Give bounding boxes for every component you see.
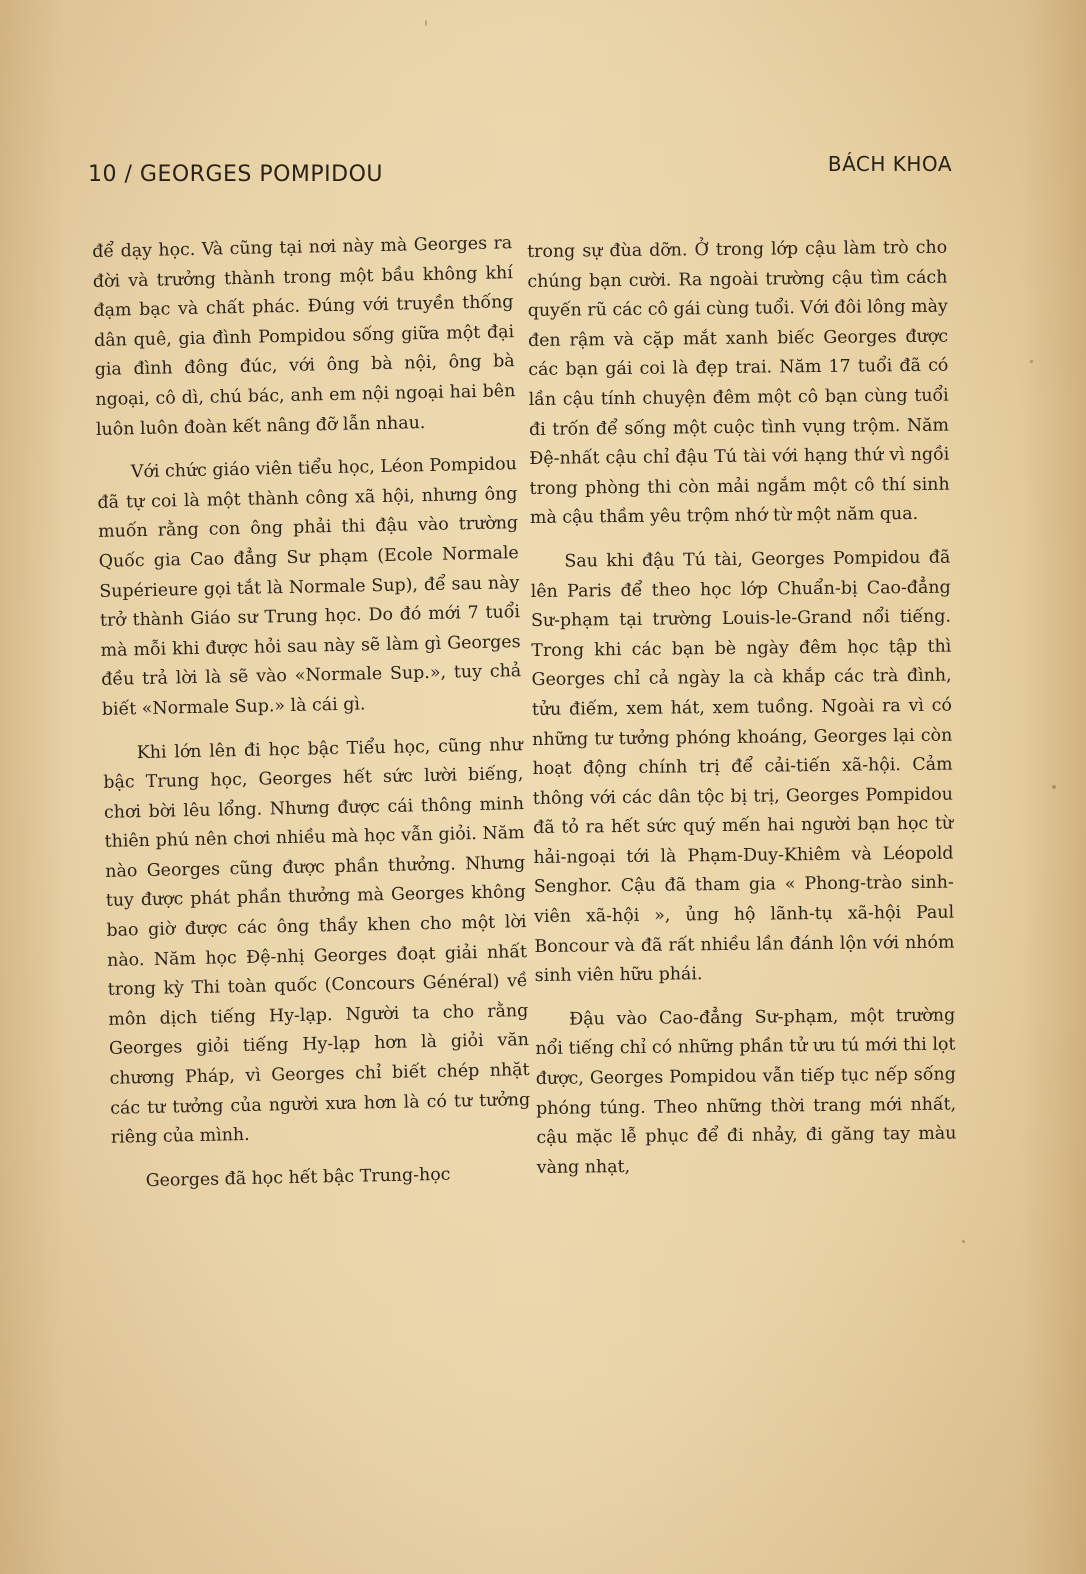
paper-speck: [962, 1240, 965, 1243]
page-header: [88, 152, 952, 192]
left-column: [92, 229, 532, 1211]
paragraph: Georges đã học hết bậc Trung-học: [145, 1164, 451, 1191]
paragraph: Với chức giáo viên tiểu học, Léon Pompidou đã tự coi là một thành công xã hội, nhưng ông muốn rằng con ông phải thi đậu vào trường Quốc gia Cao đẳng Sư phạm (Ecole Normale Supérieure gọi tắt là Normale Sup), để sau này trở thành Giáo sư Trung học. Do đó mới 7 tuổi mà mỗi khi được hỏi sau này sẽ làm gì Georges đều trả lời là sẽ vào «Normale Sup.», tuy chả biết «Normale Sup.» là cái gì.: [97, 454, 522, 720]
paragraph: Khi lớn lên đi học bậc Tiểu học, cũng như bậc Trung học, Georges hết sức lười biếng, chơi bời lêu lổng. Nhưng được cái thông minh thiên phú nên chơi nhiều mà học vẫn giỏi. Năm nào Georges cũng được phần thưởng. Nhưng tuy được phát phần thưởng mà Georges không bao giờ được các ông thầy khen cho một lời nào. Năm học Đệ-nhị Georges đoạt giải nhất trong kỳ Thi toàn quốc (Concours Général) về môn dịch tiếng Hy-lạp. Người ta cho rằng Georges giỏi tiếng Hy-lạp hơn là giỏi văn chương Pháp, vì Georges chỉ biết chép nhặt các tư tưởng của người xưa hơn là có tư tưởng riêng của mình.: [103, 734, 531, 1149]
paragraph: Đậu vào Cao-đẳng Sư-phạm, một trường nổi tiếng chỉ có những phần tử ưu tú mới thi lọt được, Georges Pompidou vẫn tiếp tục nếp sống phóng túng. Theo những thời trang mới nhất, cậu mặc lễ phục để đi nhảy, đi găng tay màu vàng nhạt,: [535, 1005, 957, 1178]
running-title: 10 / GEORGES POMPIDOU: [88, 162, 384, 187]
paper-speck: [1052, 785, 1056, 789]
paper-speck: [1030, 360, 1033, 363]
paragraph: để dạy học. Và cũng tại nơi này mà Georges ra đời và trưởng thành trong một bầu không khí đạm bạc và chất phác. Đúng với truyền thống dân quê, gia đình Pompidou sống giữa một đại gia đình đông đúc, với ông bà nội, ông bà ngoại, cô dì, chú bác, anh em nội ngoại hai bên luôn luôn đoàn kết nâng đỡ lẫn nhau.: [92, 233, 516, 440]
paragraph: trong sự đùa dỡn. Ở trong lớp cậu làm trò cho chúng bạn cười. Ra ngoài trường cậu tìm cách quyến rũ các cô gái cùng tuổi. Với đôi lông mày đen rậm và cặp mắt xanh biếc Georges được các bạn gái coi là đẹp trai. Năm 17 tuổi đã có lần cậu tính chuyện đêm một cô bạn cùng tuổi đi trốn để sống một cuộc tình vụng trộm. Năm Đệ-nhất cậu chỉ đậu Tú tài với hạng thứ vì ngồi trong phòng thi còn mải ngắm một cô thí sinh mà cậu thầm yêu trộm nhớ từ một năm qua.: [527, 237, 950, 529]
magazine-title: BÁCH KHOA: [827, 152, 952, 176]
paper-speck: [425, 20, 427, 26]
right-column: [527, 234, 957, 1198]
paragraph: Sau khi đậu Tú tài, Georges Pompidou đã lên Paris để theo học lớp Chuẩn-bị Cao-đẳng Sư-phạm tại trường Louis-le-Grand nổi tiếng. Trong khi các bạn bè ngày đêm học tập thì Georges chỉ cả ngày la cà khắp các trà đình, tửu điếm, xem hát, xem tuồng. Ngoài ra vì có những tư tưởng phóng khoáng, Georges lại còn hoạt động chính trị để cải-tiến xã-hội. Cảm thông với các dân tộc bị trị, Georges Pompidou đã tỏ ra hết sức quý mến hai người bạn học từ hải-ngoại tới là Phạm-Duy-Khiêm và Léopold Senghor. Cậu đã tham gia « Phong-trào sinh-viên xã-hội », ủng hộ lãnh-tụ xã-hội Paul Boncour và đã rất nhiều lần đánh lộn với nhóm sinh viên hữu phái.: [530, 547, 955, 987]
